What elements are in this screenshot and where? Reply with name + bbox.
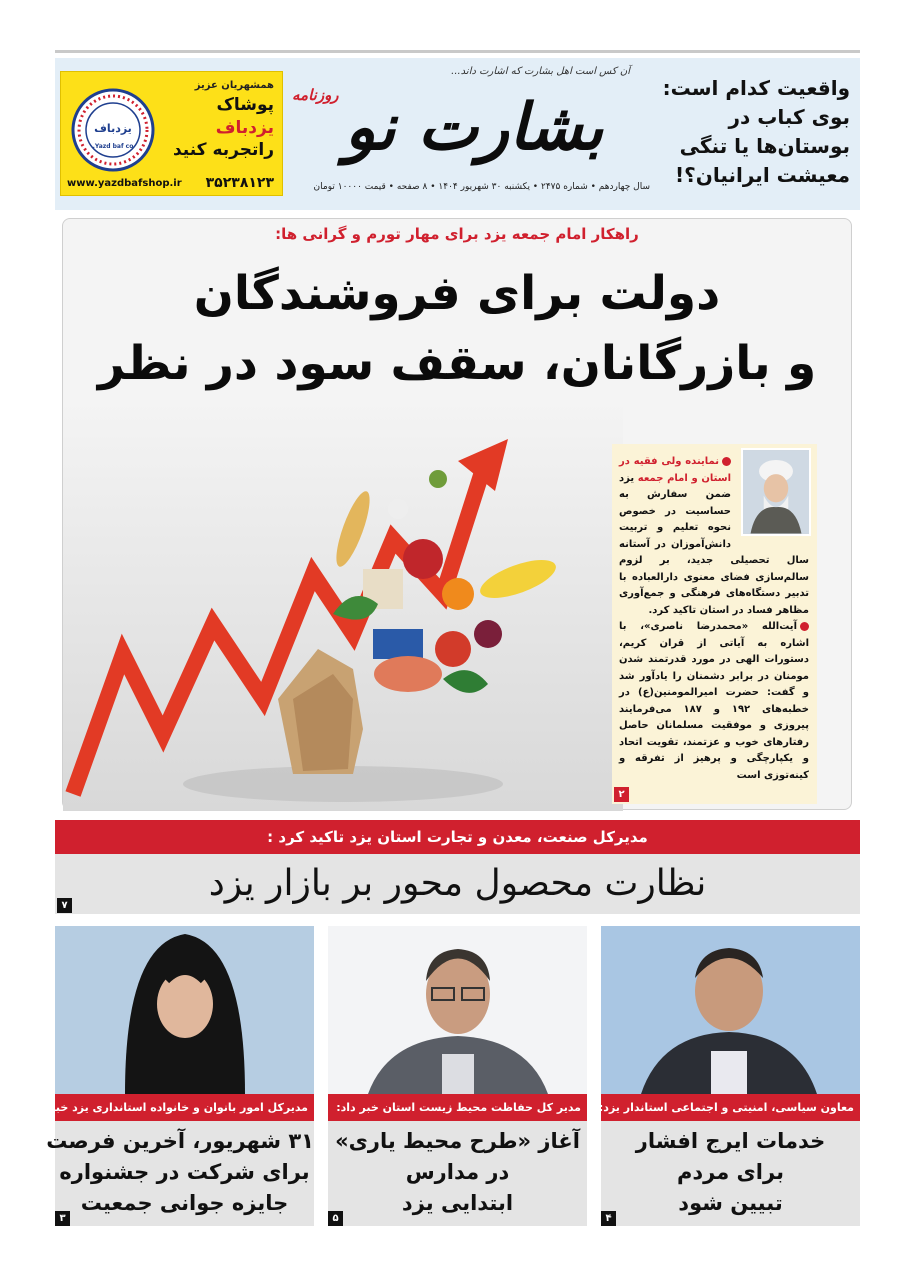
column-headline-line: تبیین شود [678,1191,783,1215]
person-icon [601,926,860,1094]
logo-tagline: آن کس است اهل بشارت که اشارت داند... [451,66,630,77]
column-headline-line: در مدارس [405,1160,510,1184]
masthead-teaser[interactable] [662,74,850,190]
deputy-governor-photo [601,926,860,1094]
teaser-line: بوستان‌ها یا تنگی [679,134,850,158]
bullet-dot [800,622,809,631]
column-headline [46,1126,314,1219]
lead-body-red: نماینده ولی فقیه در استان و امام جمعه [619,456,731,484]
column-kicker: معاون سیاسی، امنیتی و اجتماعی استاندار یزد: [601,1094,860,1121]
lead-body-text [619,454,809,784]
seal-text: یزدباف [94,122,132,135]
logo-daily-label: روزنامه [292,86,339,104]
column-page-ref[interactable]: ۵ [328,1211,343,1226]
lead-page-ref[interactable]: ۲ [614,787,629,802]
column-story-youth-award[interactable] [25,926,314,1226]
ad-line: راتجربه کنید [172,140,274,160]
story2-kicker: مدیرکل صنعت، معدن و تجارت استان یزد تاکید کرد : [267,828,648,846]
story2-headline: نظارت محصول محور بر بازار یزد [208,863,707,904]
column-headline-line: جایزه جوانی جمعیت [80,1191,289,1215]
bullet-dot [722,457,731,466]
column-kicker: مدیر کل حفاظت محیط زیست استان خبر داد: [328,1094,587,1121]
ad-text [149,78,274,161]
column-page-ref[interactable]: ۴ [601,1211,616,1226]
teaser-line: معیشت ایرانیان؟! [675,163,850,187]
lead-sidebar [612,444,817,804]
column-headline-line: ابتدایی یزد [401,1191,514,1215]
seal-subtext: Yazd baf co. [92,143,134,150]
environment-director-photo [328,926,587,1094]
ad-brand: یزدباف [215,118,274,138]
top-rule [55,50,860,53]
column-page-ref[interactable]: ۳ [55,1211,70,1226]
column-headline-line: ۳۱ شهریور، آخرین فرصت [46,1129,314,1153]
story2[interactable] [55,854,860,914]
lead-body-p2: آیت‌الله «محمدرضا ناصری»، با اشاره به آیاتی از قران کریم، دستورات الهی در مورد قدرتمند شدن مومنان در برابر دشمنان را یادآور شد و گفت: حضرت امیرالمومنین(ع) در خطبه‌های ۱۹۲ و ۱۸۷ می‌فرمایند پیروزی و موفقیت مسلمانان حاصل رفتارهای خوب و عزتمند، تقویت اتحاد و یکپارچگی و پرهیز از تفرقه و کینه‌توزی است [619,621,809,781]
teaser-line: بوی کباب در [728,105,850,129]
issue-meta: سال چهاردهم • شماره ۲۴۷۵ • یکشنبه ۳۰ شهریور ۱۴۰۴ • ۸ صفحه • قیمت ۱۰۰۰۰ تومان [313,182,650,192]
column-headline-line: برای مردم [677,1160,784,1184]
column-kicker: مدیرکل امور بانوان و خانواده استانداری یزد خبر داد: [55,1094,314,1121]
column-headline [601,1126,860,1219]
column-headline [328,1126,587,1219]
person-icon [55,926,314,1094]
story2-page-ref[interactable]: ۷ [57,898,72,913]
column-headline-line: برای شرکت در جشنواره [59,1160,310,1184]
lead-story[interactable] [62,218,852,810]
column-story-environment[interactable] [328,926,587,1226]
ad-url-link[interactable]: www.yazdbafshop.ir [67,178,182,189]
ad-line: پوشاک [216,95,274,115]
lead-kicker: راهکار امام جمعه یزد برای مهار تورم و گرانی ها: [275,225,639,243]
column-story-afshar[interactable] [598,926,860,1226]
teaser-line: واقعیت کدام است: [662,76,850,100]
photo-spacer [731,454,809,540]
logo-name: بشارت نو [344,90,604,165]
lead-body-p1: یزد ضمن سفارش به حساسیت در خصوص نحوه تعلیم و تربیت دانش‌آموزان در آستانه سال تحصیلی جدید، بر لزوم سالم‌سازی فضای معنوی دارالعباده با تدبیر دستگاه‌های فرهنگی و جمع‌آوری مظاهر فساد در استان تاکید کرد. [619,472,809,616]
headline-line: و بازرگانان، سقف سود در نظر [97,336,817,391]
column-headline-line: خدمات ایرج افشار [635,1129,826,1153]
headline-line: دولت برای فروشندگان [193,266,721,321]
ad-line: همشهریان عزیز [194,80,274,91]
ad-phone: ۳۵۲۳۸۱۲۳ [205,175,274,191]
yazdbaf-seal-logo [71,88,155,172]
masthead [55,58,860,210]
inflation-arrow-groceries-illustration [63,399,623,811]
newspaper-logo[interactable] [290,64,650,199]
column-headline-line: آغاز «طرح محیط یاری» [335,1129,580,1153]
womens-affairs-director-photo [55,926,314,1094]
story2-banner [55,820,860,854]
person-icon [328,926,587,1094]
yazdbaf-advertisement[interactable] [60,71,283,196]
